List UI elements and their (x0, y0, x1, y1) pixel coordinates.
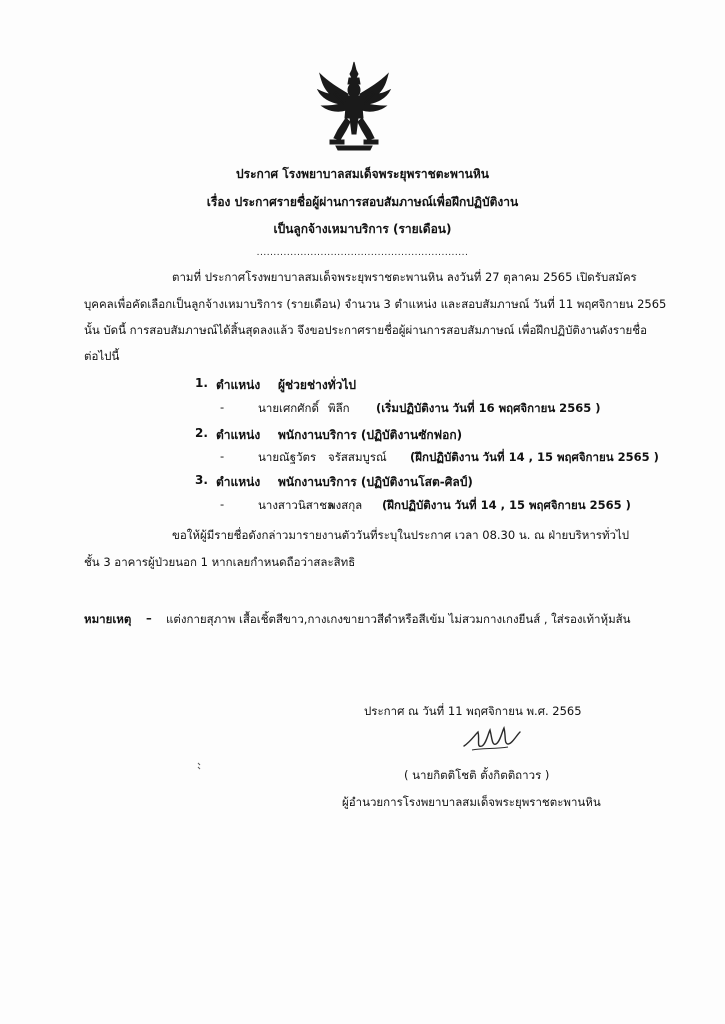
announcement-issuer: ประกาศ โรงพยาบาลสมเด็จพระยุพราชตะพานหิน (236, 167, 489, 181)
list-dash: - (220, 400, 225, 414)
announcement-date: ประกาศ ณ วันที่ 11 พฤศจิกายน พ.ศ. 2565 (364, 704, 582, 718)
signer-title: ผู้อำนวยการโรงพยาบาลสมเด็จพระยุพราชตะพานหิน (342, 795, 601, 809)
signer-name: ( นายกิตติโชติ ตั้งกิตติถาวร ) (404, 768, 550, 782)
report-line-2: ชั้น 3 อาคารผู้ป่วยนอก 1 หากเลยกำหนดถือว่าสละสิทธิ (84, 555, 356, 569)
candidate-name: นายณัฐวัตร (258, 450, 317, 464)
list-dash: - (220, 449, 225, 463)
garuda-emblem-icon (316, 60, 392, 152)
intro-line-4: ต่อไปนี้ (84, 349, 120, 363)
position-label: ตำแหน่ง (216, 428, 261, 442)
position-title: พนักงานบริการ (ปฏิบัติงานโสต-ศิลป์) (278, 475, 473, 489)
announcement-subject: เรื่อง ประกาศรายชื่อผู้ผ่านการสอบสัมภาษณ์เพื่อฝึกปฏิบัติงาน (206, 195, 519, 209)
position-label: ตำแหน่ง (216, 475, 261, 489)
position-number: 3. (195, 473, 208, 487)
position-number: 2. (195, 426, 208, 440)
handwritten-signature-icon (462, 722, 524, 754)
list-dash: - (220, 497, 225, 511)
candidate-note: (ฝึกปฏิบัติงาน วันที่ 14 , 15 พฤศจิกายน 2565 ) (410, 450, 659, 464)
stray-mark (197, 762, 201, 770)
candidate-name: นางสาวนิสาชล (258, 498, 335, 512)
position-label: ตำแหน่ง (216, 378, 261, 392)
candidate-surname: พงสกุล (328, 498, 363, 512)
position-title: ผู้ช่วยช่างทั่วไป (278, 378, 356, 392)
remark-dash: – (146, 611, 152, 625)
candidate-note: (เริ่มปฏิบัติงาน วันที่ 16 พฤศจิกายน 2565 ) (376, 401, 601, 415)
intro-line-3: นั้น บัดนี้ การสอบสัมภาษณ์ได้สิ้นสุดลงแล้ว จึงขอประกาศรายชื่อผู้ผ่านการสอบสัมภาษณ์ เพื่อฝึกปฏิบัติงานดังรายชื่อ (84, 323, 647, 337)
remark-label: หมายเหตุ (84, 612, 132, 626)
dotted-separator: ............................................................... (256, 248, 469, 258)
intro-line-1: ตามที่ ประกาศโรงพยาบาลสมเด็จพระยุพราชตะพานหิน ลงวันที่ 27 ตุลาคม 2565 เปิดรับสมัคร (172, 270, 637, 284)
remark-text: แต่งกายสุภาพ เสื้อเชิ้ตสีขาว,กางเกงขายาวสีดำหรือสีเข้ม ไม่สวมกางเกงยีนส์ , ใส่รองเท้าหุ้มส้น (166, 612, 631, 626)
report-line-1: ขอให้ผู้มีรายชื่อดังกล่าวมารายงานตัววันที่ระบุในประกาศ เวลา 08.30 น. ณ ฝ่ายบริหารทั่วไป (172, 528, 630, 542)
candidate-surname: จรัสสมบูรณ์ (328, 450, 387, 464)
candidate-name: นายเศกศักดิ์ (258, 401, 319, 415)
announcement-subtitle: เป็นลูกจ้างเหมาบริการ (รายเดือน) (273, 222, 452, 236)
intro-line-2: บุคคลเพื่อคัดเลือกเป็นลูกจ้างเหมาบริการ (รายเดือน) จำนวน 3 ตำแหน่ง และสอบสัมภาษณ์ วันที่ 11 พฤศจิกายน 2565 (84, 297, 667, 311)
position-number: 1. (195, 376, 208, 390)
candidate-surname: พิลึก (328, 401, 350, 415)
position-title: พนักงานบริการ (ปฏิบัติงานซักฟอก) (278, 428, 463, 442)
candidate-note: (ฝึกปฏิบัติงาน วันที่ 14 , 15 พฤศจิกายน 2565 ) (382, 498, 631, 512)
